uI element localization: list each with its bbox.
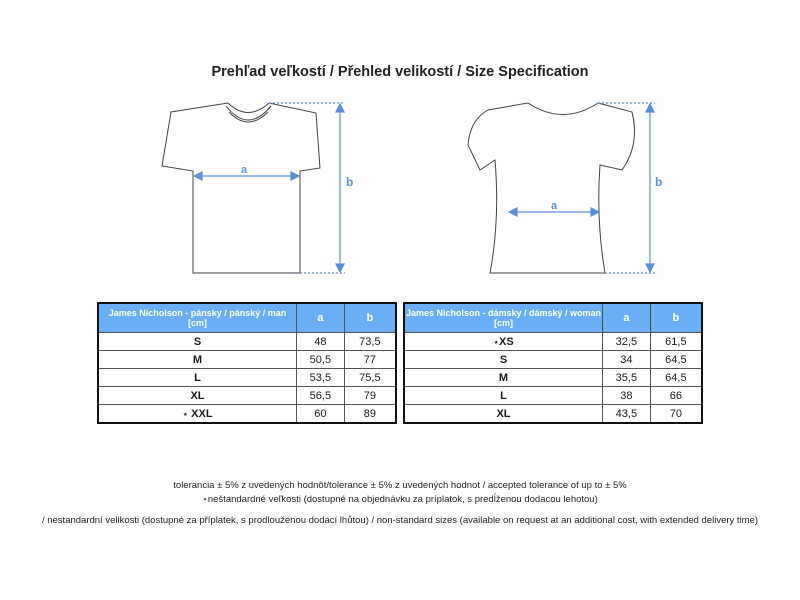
women-size-table: [403, 302, 703, 424]
men-label-b: b: [346, 175, 354, 189]
page-title: Prehľad veľkostí / Přehled velikostí / Size Specification: [211, 64, 589, 80]
value-b-cell: 79: [344, 387, 396, 405]
size-cell: XL: [98, 387, 297, 405]
value-a-cell: 48: [297, 333, 345, 351]
men-col-a: a: [297, 303, 345, 333]
size-cell: [404, 333, 603, 351]
women-table-header: James Nicholson - dámsky / dámský / woman [cm]: [404, 303, 603, 333]
women-a-arrow-right: [591, 208, 599, 216]
size-cell: L: [98, 369, 297, 387]
women-shirt-outline: [468, 103, 634, 273]
men-a-arrow-left: [194, 172, 202, 180]
nonstandard-note-sk: [0, 494, 800, 505]
men-shirt-outline: [162, 103, 320, 273]
value-b-cell: 66: [650, 387, 702, 405]
men-table-header: James Nicholson - pánsky / pánský / man [cm]: [98, 303, 297, 333]
men-size-table: [97, 302, 397, 424]
value-b-cell: 64,5: [650, 351, 702, 369]
table-row: [404, 405, 702, 424]
size-cell: XL: [404, 405, 603, 424]
table-row: [404, 387, 702, 405]
star-icon: ⋆: [202, 494, 208, 504]
women-label-a: a: [550, 200, 558, 212]
table-row: [98, 405, 396, 424]
men-b-arrow-bottom: [336, 264, 344, 272]
size-cell: L: [404, 387, 603, 405]
size-cell: M: [98, 351, 297, 369]
value-a-cell: 38: [603, 387, 651, 405]
value-a-cell: 43,5: [603, 405, 651, 424]
table-row: [404, 333, 702, 351]
value-a-cell: 53,5: [297, 369, 345, 387]
value-a-cell: 56,5: [297, 387, 345, 405]
size-label: XS: [498, 335, 514, 348]
value-a-cell: 60: [297, 405, 345, 424]
women-shirt-collar: [528, 103, 598, 115]
value-a-cell: 35,5: [603, 369, 651, 387]
size-cell: [98, 405, 297, 424]
star-icon: ⋆: [182, 408, 189, 419]
size-cell: S: [404, 351, 603, 369]
women-b-arrow-top: [646, 104, 654, 112]
table-row: [404, 369, 702, 387]
value-b-cell: 70: [650, 405, 702, 424]
value-b-cell: 75,5: [344, 369, 396, 387]
women-b-arrow-bottom: [646, 264, 654, 272]
men-shirt-collar: [226, 103, 271, 122]
value-b-cell: 64,5: [650, 369, 702, 387]
nonstandard-note-cz-en: / nestandardní velikosti (dostupné za příplatek, s prodlouženou dodací lhůtou) / non-standard sizes (available on request at an additional cost, with extended delivery time): [41, 515, 759, 526]
size-cell: S: [98, 333, 297, 351]
men-a-arrow-right: [291, 172, 299, 180]
men-label-a: a: [240, 164, 248, 176]
men-b-arrow-top: [336, 104, 344, 112]
women-a-arrow-left: [509, 208, 517, 216]
value-b-cell: 73,5: [344, 333, 396, 351]
women-col-a: a: [603, 303, 651, 333]
star-icon: ⋆: [493, 336, 499, 347]
table-row: [98, 333, 396, 351]
women-label-b: b: [655, 175, 663, 189]
nonstandard-sk-text: neštandardné veľkosti (dostupné na objednávku za príplatok, s predĺženou dodacou lehotou): [207, 494, 598, 505]
size-cell: M: [404, 369, 603, 387]
value-a-cell: 32,5: [603, 333, 651, 351]
value-b-cell: 61,5: [650, 333, 702, 351]
men-col-b: b: [344, 303, 396, 333]
table-row: [98, 351, 396, 369]
size-label: XXL: [191, 407, 213, 420]
value-a-cell: 34: [603, 351, 651, 369]
tolerance-note: tolerancia ± 5% z uvedených hodnôt/tolerance ± 5% z uvedených hodnot / accepted tolerance of up to ± 5%: [173, 480, 627, 491]
value-a-cell: 50,5: [297, 351, 345, 369]
table-row: [404, 351, 702, 369]
table-row: [98, 369, 396, 387]
table-row: [98, 387, 396, 405]
women-col-b: b: [650, 303, 702, 333]
value-b-cell: 89: [344, 405, 396, 424]
value-b-cell: 77: [344, 351, 396, 369]
